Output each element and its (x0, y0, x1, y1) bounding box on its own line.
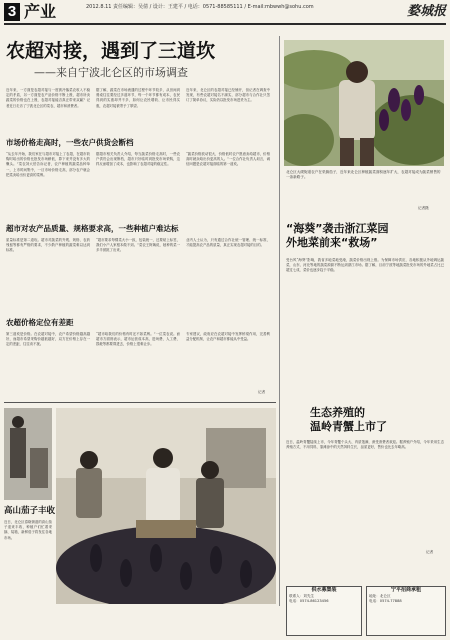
ad-box-1 (286, 586, 362, 636)
section-1-title: 市场价格走高时，一些农户供货会断档 (6, 138, 134, 147)
section-name: 产业 (24, 2, 57, 21)
small-photo-left (4, 408, 52, 500)
crab-story-title: 生态养殖的 温岭青蟹上市了 (310, 406, 387, 433)
section-1-col-3: “蔬菜价格波动很大，价格低时农户愿意卖给超市，价格高时就卖给出价更高的人。”一位合作社负责人坦言，诚信问题是农超对接面临的第一道坎。 (186, 152, 270, 167)
section-2-col-1: 质量标准是第二道坎。超市对蔬菜的外观、规格、农药残留等都有严格的要求，不少散户种植的蔬菜难以达到标准。 (6, 238, 90, 253)
typhoon-story-text: 受台风“海葵”影响，我省多地菜地受淹，蔬菜价格出现上涨。为保障市场供应，各地积极从外地调运蔬菜，山东、河北等地的蔬菜源源不断运到浙江市场。据了解，目前宁波等地蔬菜批发市场的外地菜占比已超过七成，菜价也逐步趋于平稳。 (286, 258, 444, 273)
page-number: 3 (4, 3, 20, 21)
crab-story-author: 记者 (426, 550, 434, 554)
section-1-col-2: 据超市相关负责人介绍，每当蔬菜价格走高时，一些农户供货会出现断档，超市只好临时到批发市场采购，这样反而增加了成本，也影响了农超对接的稳定性。 (96, 152, 180, 167)
section-3-col-1: 第三道坎是价格。在农超对接中，农户希望价格越高越好，而超市希望采购价越低越好，双方在价格上存在一定的差距，往往谈不拢。 (6, 332, 90, 347)
intro-col-1: 近年来，一方面是农超对接与一度被冷落菜农收入不稳定的矛盾，另一方面是农产品价格不断上涨，超市所卖蔬菜的价格也在上涨，农超对接能否真正带来双赢？记者近日走访了宁波北仑区的菜农、超市和消费者。 (6, 88, 90, 108)
column-divider (279, 36, 280, 606)
paper-name: 婺城报 (406, 4, 446, 19)
masthead (4, 3, 446, 25)
photo-caption: 北仑区大碶街道农户在采摘茄子，近年来北仑区种植蔬菜面积逐年扩大，农超对接成为蔬菜销售的一条新路子。 (286, 170, 441, 180)
ad-box-2 (366, 586, 446, 636)
section-2-title: 超市对农产品质量、规格要求高，一些种植户难达标 (6, 224, 179, 233)
section-2-col-2: “超市要求每棵菜大小一致，包装统一，还要贴上标签，我们小户人家根本做不到。”菜农王阿姨说，她种的菜一多半被挑了出来。 (96, 238, 180, 253)
page-meta: 2012.8.11 责任编辑：吴倩 / 设计：王建平 / 电话：0571-88585111 / E-mail:mbwwh@sohu.com (86, 4, 314, 10)
story-divider (4, 402, 276, 403)
ad-2-text: 地址：北仑区 电话：0574-77888 (369, 594, 402, 603)
crab-story-text: 近日，温岭青蟹陆续上市，今年青蟹个头大、肉质饱满，深受消费者欢迎。据养殖户介绍，今年采用生态养殖方式，不用饲料，靠滩涂中的天然饵料生长，品质更好，售价也比去年略高。 (286, 440, 444, 450)
main-subhead: ——来自宁波北仑区的市场调查 (34, 66, 188, 79)
section-2-col-3: 业内人士认为，只有通过合作社统一管理、统一标准，才能提高农产品的质量，真正实现农超对接的目的。 (186, 238, 270, 248)
intro-col-3: 近年来，北仑区的农超对接已经铺开，但记者在调查中发现，有些农超对接名不副实，部分超市与合作社只签订了简单协议，实际仍以批发市场进货为主。 (186, 88, 270, 103)
section-1-col-1: “从去年开始，我们家在与超市对接上了农超，在超市收购时给出的价格比批发市场稍低，算下来并没有多大的赚头。”菜农刘大伯告诉记者，农户种植的蔬菜品种单一，上市时间集中，一旦市场价格走高，部分农户就会把菜卖给出价更高的菜贩。 (6, 152, 90, 177)
ad-1-text: 联系人：刘先生 电话：0574-86123456 (289, 594, 329, 603)
ad-2-title: 宁平招商承租 (390, 587, 421, 593)
bottom-left-caption: 近日，北仑区春晓街道的高山茄子迎来丰收，种植户们忙着采摘、装箱，新鲜茄子将发往各地市场。 (4, 520, 52, 540)
typhoon-story-title: “海葵”袭击浙江菜园 外地菜前来“救场” (286, 222, 389, 249)
bottom-left-title: 高山茄子丰收 (4, 506, 56, 516)
harvest-photo (56, 408, 276, 604)
section-3-col-3: 专家建议，政府应在农超对接中发挥桥梁作用，完善利益分配机制，让农户和超市都能从中受益。 (186, 332, 270, 342)
photo-credit: 记者摄 (418, 206, 429, 210)
section-3-reporter: 记者 (258, 390, 266, 394)
main-headline: 农超对接，遇到了三道坎 (6, 40, 216, 62)
section-3-title: 农超价格定位有差距 (6, 318, 74, 327)
ad-1-title: 供水募集装 (311, 587, 337, 593)
section-3-col-2: “超市给我们的价格有时还不如菜贩。”一位菜农说。而超市方面则表示，超市运营成本高，进场费、人工费、损耗等都要算进去，价格上很难让步。 (96, 332, 180, 347)
eggplant-farmer-photo (284, 40, 444, 166)
intro-col-2: 据了解，蔬菜在市场流通的过程中环节较多，从田间到餐桌往往要经过多道环节，每一个环节都有成本，农民得到的实惠却并不多，如何让农民增收、让市民得实惠，农超对接被寄予了厚望。 (96, 88, 180, 108)
